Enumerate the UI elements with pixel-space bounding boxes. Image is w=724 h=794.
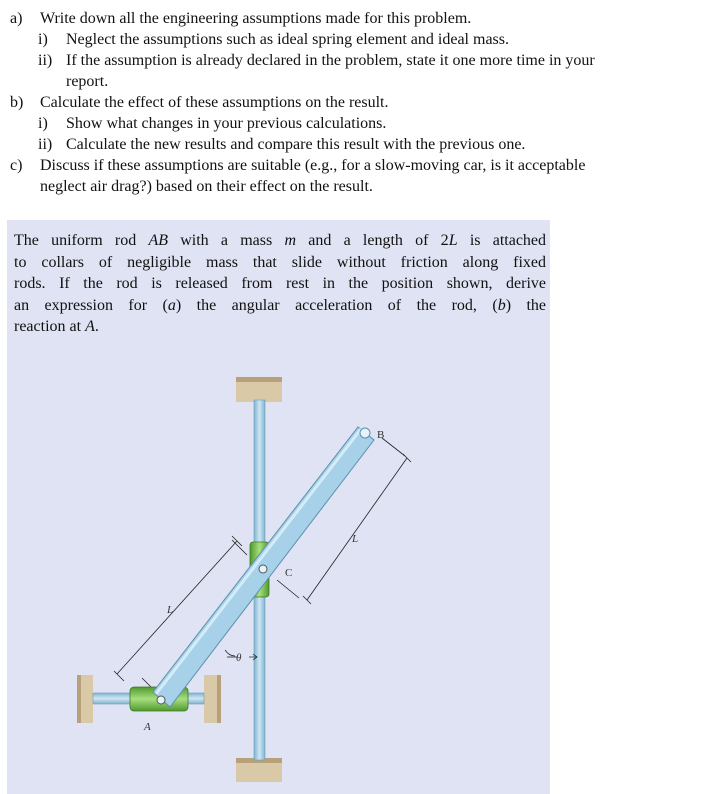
question-text: Write down all the engineering assumptions made for this problem. (40, 10, 472, 27)
assignment-questions (10, 8, 710, 197)
question-text: Discuss if these assumptions are suitable (e.g., for a slow-moving car, is it acceptable (40, 157, 586, 174)
subquestion-text: If the assumption is already declared in the problem, state it one more time in your (66, 52, 595, 69)
label-c: C (285, 567, 293, 579)
problem-line-2: to collars of negligible mass that slide without friction along fixed (14, 253, 546, 271)
question-text: Calculate the effect of these assumptions on the result. (40, 94, 389, 111)
problem-line-1: The uniform rod AB with a mass m and a length of 2L is attached (14, 232, 547, 249)
question-label: c) (10, 157, 23, 174)
question-b-ii (10, 134, 710, 155)
subquestion-label: i) (38, 31, 48, 48)
question-b (10, 92, 710, 113)
question-a-ii (10, 50, 710, 71)
question-label: b) (10, 94, 24, 111)
question-text: neglect air drag?) based on their effect on the result. (40, 178, 373, 195)
subquestion-text: report. (66, 73, 109, 90)
question-a-i (10, 29, 710, 50)
question-c-continued (10, 176, 710, 197)
problem-line-3: rods. If the rod is released from rest in the position shown, derive (14, 275, 546, 292)
question-a (10, 8, 710, 29)
subquestion-label: ii) (38, 52, 53, 69)
problem-panel (7, 220, 550, 794)
subquestion-text: Show what changes in your previous calculations. (66, 115, 387, 132)
label-l-lower: L (167, 604, 174, 616)
subquestion-label: ii) (38, 136, 53, 153)
subquestion-text: Neglect the assumptions such as ideal spring element and ideal mass. (66, 31, 509, 48)
question-b-i (10, 113, 710, 134)
label-a: A (144, 721, 151, 733)
rod-collar-figure (7, 220, 550, 794)
question-label: a) (10, 10, 23, 27)
subquestion-text: Calculate the new results and compare this result with the previous one. (66, 136, 526, 153)
label-theta: θ (236, 652, 242, 664)
question-a-ii-continued (10, 71, 710, 92)
label-b: B (377, 429, 385, 441)
subquestion-label: i) (38, 115, 48, 132)
label-l-upper: L (352, 533, 359, 545)
problem-line-5: reaction at A. (14, 318, 99, 335)
problem-line-4: an expression for (a) the angular acceleration of the rod, (b) the (14, 296, 547, 314)
question-c (10, 155, 710, 176)
